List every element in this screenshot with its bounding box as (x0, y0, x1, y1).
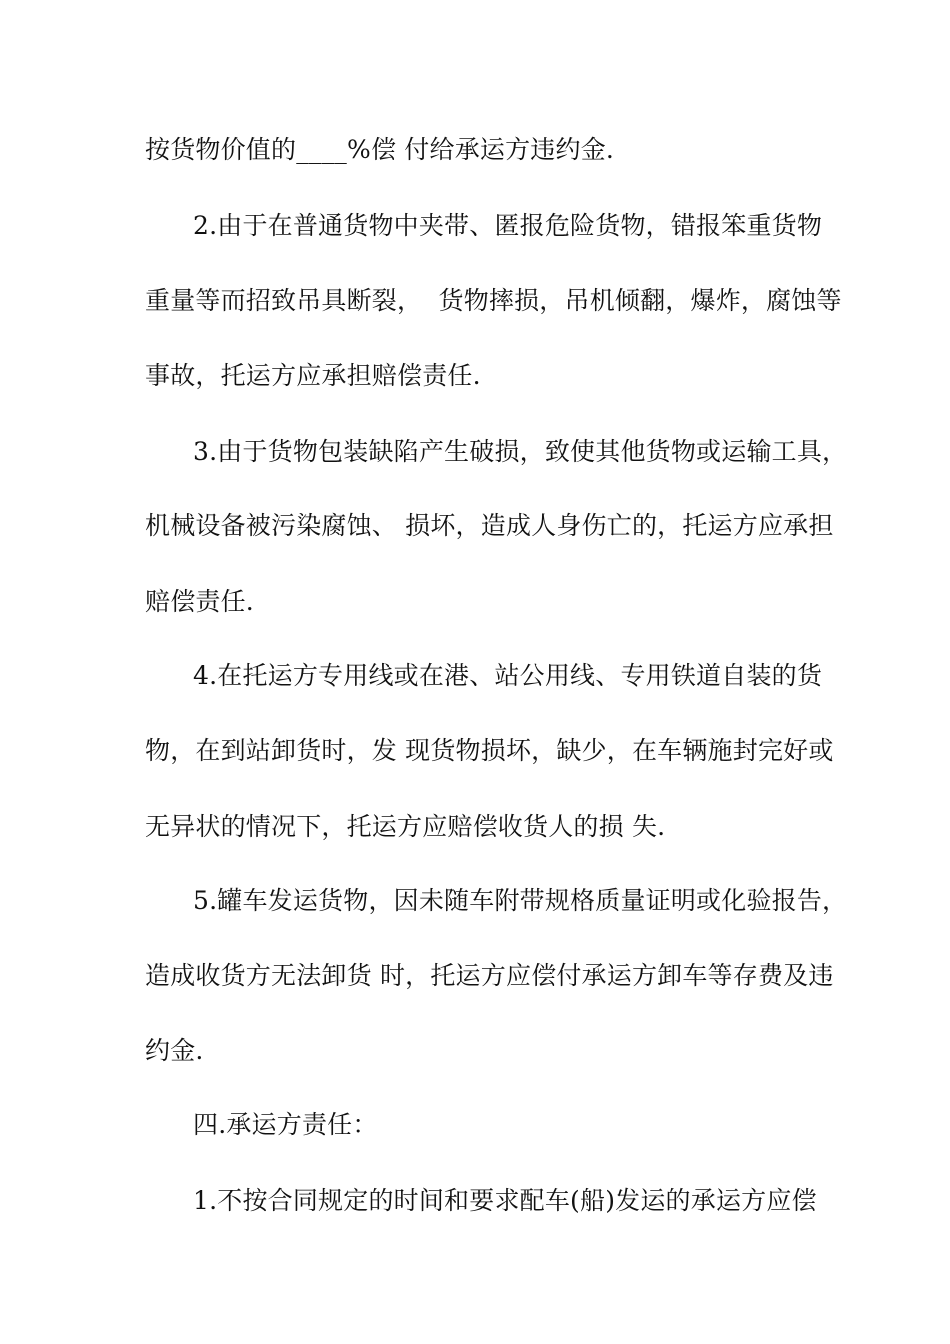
clause-3-line: 3.由于货物包装缺陷产生破损，致使其他货物或运输工具， (193, 437, 848, 466)
text-line: 无异状的情况下，托运方应赔偿收货人的损 失. (145, 812, 666, 841)
section-heading: 四.承运方责任： (193, 1110, 378, 1139)
clause-1-line: 1.不按合同规定的时间和要求配车(船)发运的承运方应偿 (193, 1186, 817, 1215)
text-line: 事故，托运方应承担赔偿责任. (145, 361, 481, 390)
text-line: 造成收货方无法卸货 时，托运方应偿付承运方卸车等存费及违 (145, 961, 834, 990)
text-line: 重量等而招致吊具断裂， 货物摔损，吊机倾翻，爆炸，腐蚀等 (145, 286, 842, 315)
text-line: 机械设备被污染腐蚀、 损坏，造成人身伤亡的，托运方应承担 (145, 511, 834, 540)
text-line: 赔偿责任. (145, 587, 254, 616)
clause-2-line: 2.由于在普通货物中夹带、匿报危险货物，错报笨重货物 (193, 211, 823, 240)
text-line: 物，在到站卸货时，发 现货物损坏，缺少，在车辆施封完好或 (145, 736, 834, 765)
clause-5-line: 5.罐车发运货物，因未随车附带规格质量证明或化验报告， (193, 886, 848, 915)
text-line: 约金. (145, 1036, 204, 1065)
text-line: 按货物价值的____%偿 付给承运方违约金. (145, 135, 615, 164)
clause-4-line: 4.在托运方专用线或在港、站公用线、专用铁道自装的货 (193, 661, 823, 690)
